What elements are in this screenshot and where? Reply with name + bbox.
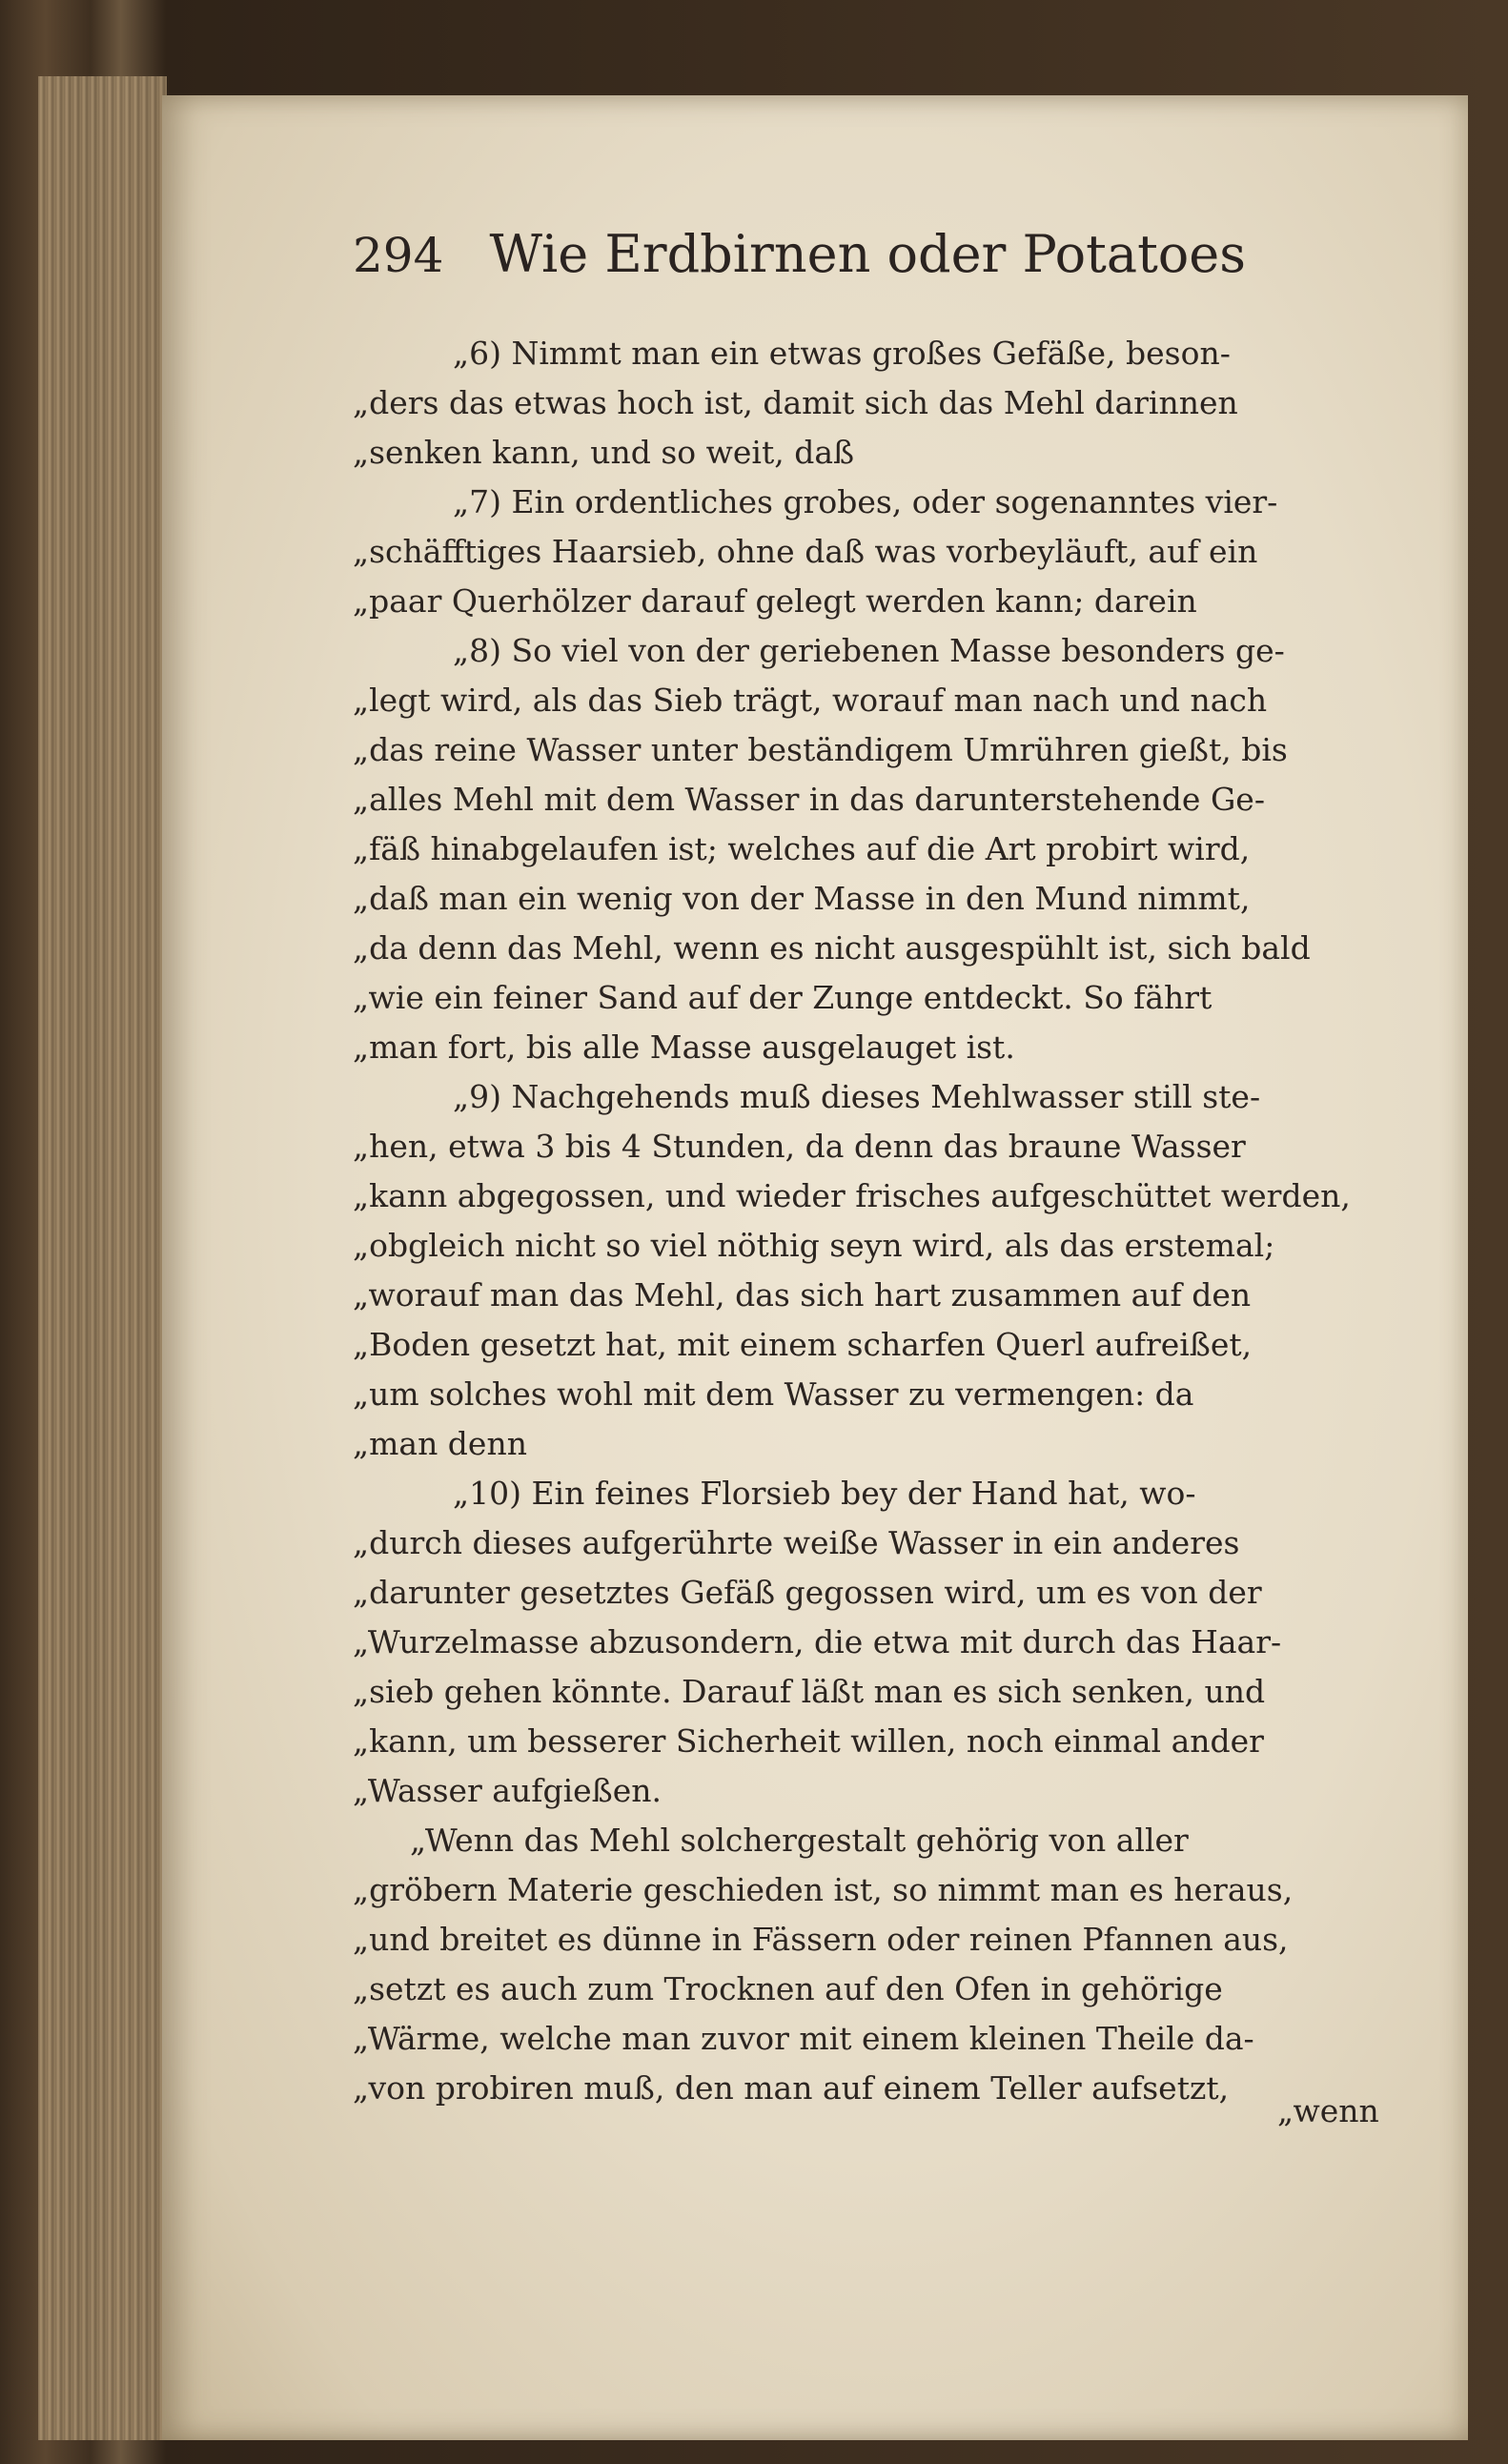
text-line: „kann abgegossen, und wieder frisches aufgeschüttet werden,: [353, 1177, 1351, 1214]
text-line: „gröbern Materie geschieden ist, so nimmt man es heraus,: [353, 1871, 1294, 1908]
text-line: „setzt es auch zum Trocknen auf den Ofen in gehörige: [353, 1970, 1223, 2007]
text-line: „7) Ein ordentliches grobes, oder sogenanntes vier-: [453, 483, 1278, 520]
text-line: „9) Nachgehends muß dieses Mehlwasser still ste-: [453, 1078, 1261, 1115]
text-line: „worauf man das Mehl, das sich hart zusammen auf den: [353, 1276, 1252, 1313]
text-line: „alles Mehl mit dem Wasser in das darunterstehende Ge-: [353, 781, 1265, 818]
text-line: „um solches wohl mit dem Wasser zu vermengen: da: [353, 1375, 1194, 1413]
text-line: „6) Nimmt man ein etwas großes Gefäße, beson-: [453, 335, 1231, 372]
text-line: „legt wird, als das Sieb trägt, worauf man nach und nach: [353, 682, 1268, 719]
running-head: [353, 224, 1246, 291]
text-line: „Boden gesetzt hat, mit einem scharfen Querl aufreißet,: [353, 1326, 1253, 1363]
text-line: „paar Querhölzer darauf gelegt werden kann; darein: [353, 582, 1197, 620]
text-line: „senken kann, und so weit, daß: [353, 434, 855, 471]
text-line: „ders das etwas hoch ist, damit sich das Mehl darinnen: [353, 384, 1238, 421]
catchword: „wenn: [1277, 2092, 1379, 2129]
text-line: „wie ein feiner Sand auf der Zunge entdeckt. So fährt: [353, 979, 1213, 1016]
page-number: 294: [353, 228, 444, 283]
text-line: „fäß hinabgelaufen ist; welches auf die Art probirt wird,: [353, 830, 1251, 867]
text-line: „und breitet es dünne in Fässern oder reinen Pfannen aus,: [353, 1921, 1289, 1958]
text-line: „8) So viel von der geriebenen Masse besonders ge-: [453, 632, 1285, 669]
text-line: „Wasser aufgießen.: [353, 1772, 662, 1809]
text-line: „schäfftiges Haarsieb, ohne daß was vorbeyläuft, auf ein: [353, 533, 1258, 570]
text-line: „darunter gesetztes Gefäß gegossen wird, um es von der: [353, 1574, 1262, 1611]
text-line: „kann, um besserer Sicherheit willen, noch einmal ander: [353, 1722, 1264, 1760]
text-line: „Wurzelmasse abzusondern, die etwa mit durch das Haar-: [353, 1623, 1282, 1660]
text-line: „das reine Wasser unter beständigem Umrühren gießt, bis: [353, 731, 1288, 768]
text-line: „hen, etwa 3 bis 4 Stunden, da denn das braune Wasser: [353, 1128, 1246, 1165]
text-line: „da denn das Mehl, wenn es nicht ausgespühlt ist, sich bald: [353, 929, 1311, 967]
running-title: Wie Erdbirnen oder Potatoes: [489, 224, 1246, 284]
body-text: [353, 329, 1392, 2113]
text-line: „Wärme, welche man zuvor mit einem kleinen Theile da-: [353, 2020, 1254, 2057]
text-line: „Wenn das Mehl solchergestalt gehörig von aller: [410, 1822, 1189, 1859]
text-line: „sieb gehen könnte. Darauf läßt man es sich senken, und: [353, 1673, 1266, 1710]
text-line: „man fort, bis alle Masse ausgelauget ist.: [353, 1028, 1015, 1066]
text-line: „daß man ein wenig von der Masse in den Mund nimmt,: [353, 880, 1251, 917]
text-line: „man denn: [353, 1425, 527, 1462]
text-line: „durch dieses aufgerührte weiße Wasser in ein anderes: [353, 1524, 1240, 1561]
text-line: „von probiren muß, den man auf einem Teller aufsetzt,: [353, 2069, 1230, 2107]
text-line: „10) Ein feines Florsieb bey der Hand hat, wo-: [453, 1475, 1196, 1512]
book-page-edges: [38, 76, 167, 2440]
text-line: „obgleich nicht so viel nöthig seyn wird, als das erstemal;: [353, 1227, 1275, 1264]
